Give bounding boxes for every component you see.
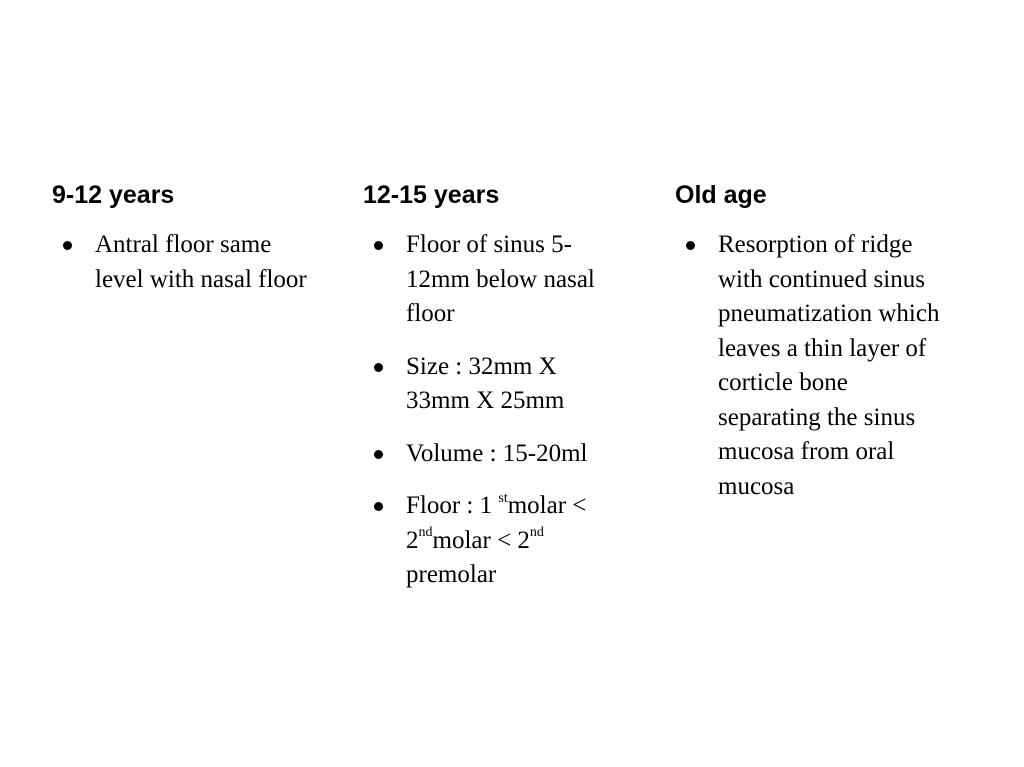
bullet-text: Volume : 15-20ml bbox=[406, 439, 588, 467]
bullet-icon bbox=[374, 450, 383, 459]
column-12-15-years bbox=[363, 176, 648, 611]
bullet-item bbox=[363, 350, 606, 419]
bullet-item bbox=[363, 489, 606, 593]
column-old-age bbox=[675, 176, 965, 522]
bullet-list bbox=[363, 228, 648, 593]
bullet-icon bbox=[686, 241, 695, 250]
bullet-item bbox=[363, 228, 606, 332]
column-heading: 12-15 years bbox=[363, 181, 500, 209]
column-heading: Old age bbox=[675, 181, 767, 209]
bullet-icon bbox=[63, 241, 72, 250]
bullet-text: Size : 32mm X 33mm X 25mm bbox=[406, 352, 565, 414]
bullet-item bbox=[675, 228, 943, 504]
superscript: nd bbox=[418, 525, 433, 541]
bullet-item bbox=[363, 437, 606, 472]
bullet-item bbox=[52, 228, 320, 297]
bullet-icon bbox=[374, 241, 383, 250]
bullet-icon bbox=[374, 363, 383, 372]
bullet-list bbox=[675, 228, 965, 504]
bullet-list bbox=[52, 228, 332, 297]
bullet-icon bbox=[374, 502, 383, 511]
column-9-12-years bbox=[52, 176, 332, 315]
bullet-text-floor: Floor : 1 $^{st}$molar < 2ndmolar < 2nd premolar bbox=[406, 490, 587, 588]
bullet-text: Antral floor same level with nasal floor bbox=[95, 231, 307, 293]
superscript: nd bbox=[529, 525, 544, 541]
column-heading: 9-12 years bbox=[52, 181, 175, 209]
bullet-text: Floor of sinus 5-12mm below nasal floor bbox=[406, 231, 595, 327]
bullet-text: Resorption of ridge with continued sinus pneumatization which leaves a thin layer of corticle bone separating the sinus mucosa from oral mucosa bbox=[718, 231, 940, 500]
superscript: st bbox=[498, 490, 508, 506]
